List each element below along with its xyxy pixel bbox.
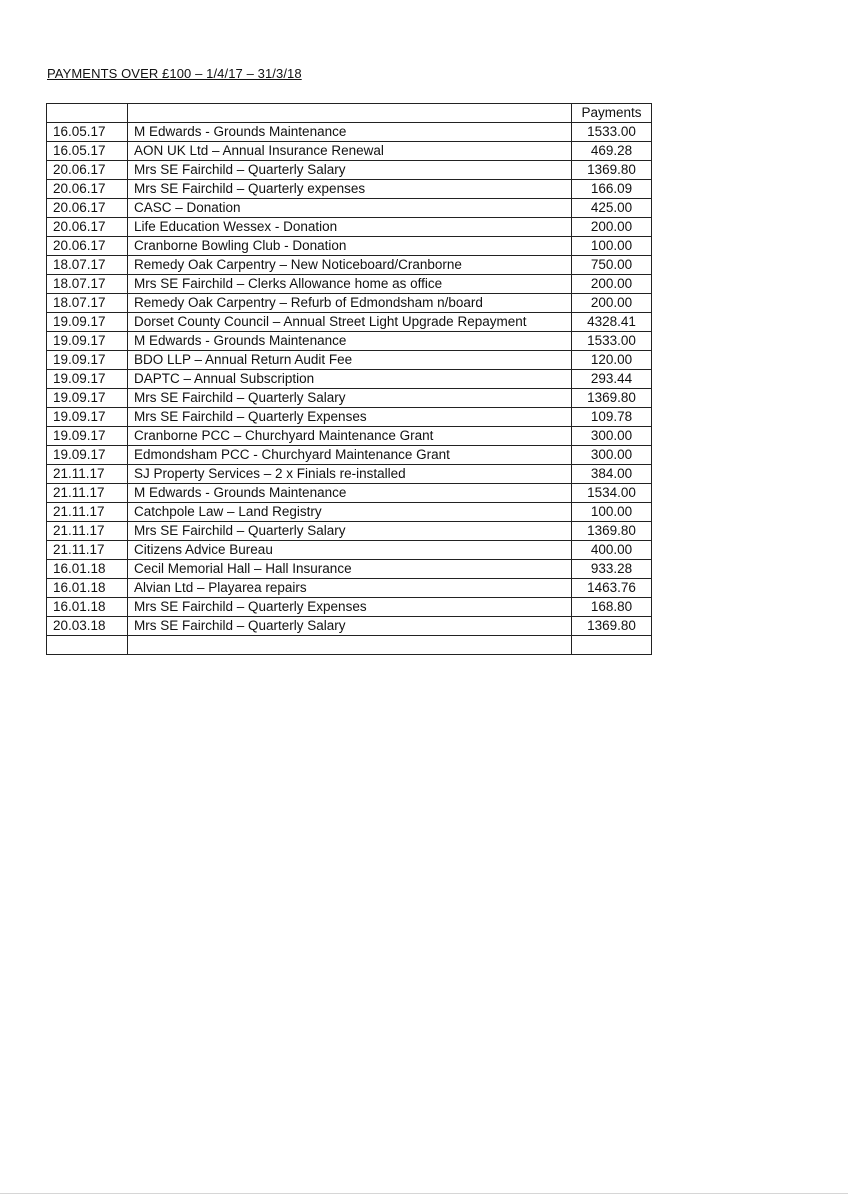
- header-payments-cell: Payments: [572, 104, 652, 123]
- date-cell: 19.09.17: [47, 351, 128, 370]
- amount-cell: 166.09: [572, 180, 652, 199]
- amount-cell: 293.44: [572, 370, 652, 389]
- date-cell: 20.06.17: [47, 199, 128, 218]
- amount-cell: 109.78: [572, 408, 652, 427]
- date-cell: 20.03.18: [47, 617, 128, 636]
- description-cell: Mrs SE Fairchild – Quarterly Salary: [128, 389, 572, 408]
- date-cell: 19.09.17: [47, 427, 128, 446]
- description-cell: Mrs SE Fairchild – Quarterly Salary: [128, 161, 572, 180]
- amount-cell: 1369.80: [572, 522, 652, 541]
- amount-cell: 300.00: [572, 446, 652, 465]
- table-row: [47, 199, 652, 218]
- footer-date-cell: [47, 636, 128, 655]
- payments-table: [46, 103, 652, 655]
- description-cell: M Edwards - Grounds Maintenance: [128, 484, 572, 503]
- date-cell: 20.06.17: [47, 237, 128, 256]
- table-row: [47, 522, 652, 541]
- amount-cell: 1369.80: [572, 617, 652, 636]
- footer-description-cell: [128, 636, 572, 655]
- amount-cell: 1533.00: [572, 123, 652, 142]
- date-cell: 18.07.17: [47, 275, 128, 294]
- header-description-cell: [128, 104, 572, 123]
- amount-cell: 200.00: [572, 275, 652, 294]
- description-cell: BDO LLP – Annual Return Audit Fee: [128, 351, 572, 370]
- amount-cell: 300.00: [572, 427, 652, 446]
- description-cell: M Edwards - Grounds Maintenance: [128, 332, 572, 351]
- amount-cell: 1369.80: [572, 389, 652, 408]
- amount-cell: 120.00: [572, 351, 652, 370]
- amount-cell: 100.00: [572, 237, 652, 256]
- description-cell: Mrs SE Fairchild – Quarterly Expenses: [128, 408, 572, 427]
- table-row: [47, 465, 652, 484]
- date-cell: 16.01.18: [47, 560, 128, 579]
- table-row: [47, 617, 652, 636]
- table-row: [47, 218, 652, 237]
- scan-edge-line: [0, 1193, 848, 1194]
- amount-cell: 933.28: [572, 560, 652, 579]
- table-row: [47, 275, 652, 294]
- description-cell: AON UK Ltd – Annual Insurance Renewal: [128, 142, 572, 161]
- date-cell: 19.09.17: [47, 313, 128, 332]
- amount-cell: 1369.80: [572, 161, 652, 180]
- description-cell: Edmondsham PCC - Churchyard Maintenance Grant: [128, 446, 572, 465]
- amount-cell: 1534.00: [572, 484, 652, 503]
- date-cell: 19.09.17: [47, 389, 128, 408]
- table-row: [47, 389, 652, 408]
- header-date-cell: [47, 104, 128, 123]
- date-cell: 20.06.17: [47, 161, 128, 180]
- description-cell: Cecil Memorial Hall – Hall Insurance: [128, 560, 572, 579]
- table-row: [47, 484, 652, 503]
- date-cell: 19.09.17: [47, 408, 128, 427]
- table-row: [47, 370, 652, 389]
- description-cell: SJ Property Services – 2 x Finials re-installed: [128, 465, 572, 484]
- amount-cell: 4328.41: [572, 313, 652, 332]
- amount-cell: 750.00: [572, 256, 652, 275]
- description-cell: DAPTC – Annual Subscription: [128, 370, 572, 389]
- table-row: [47, 142, 652, 161]
- date-cell: 21.11.17: [47, 522, 128, 541]
- table-row: [47, 579, 652, 598]
- date-cell: 19.09.17: [47, 370, 128, 389]
- description-cell: Remedy Oak Carpentry – New Noticeboard/Cranborne: [128, 256, 572, 275]
- table-row: [47, 161, 652, 180]
- amount-cell: 200.00: [572, 218, 652, 237]
- table-row: [47, 180, 652, 199]
- table-row: [47, 294, 652, 313]
- date-cell: 16.01.18: [47, 579, 128, 598]
- footer-amount-cell: [572, 636, 652, 655]
- amount-cell: 1463.76: [572, 579, 652, 598]
- payments-table-body: [47, 104, 652, 655]
- amount-cell: 469.28: [572, 142, 652, 161]
- date-cell: 20.06.17: [47, 180, 128, 199]
- table-row: [47, 351, 652, 370]
- date-cell: 20.06.17: [47, 218, 128, 237]
- amount-cell: 200.00: [572, 294, 652, 313]
- date-cell: 18.07.17: [47, 294, 128, 313]
- description-cell: Mrs SE Fairchild – Quarterly Salary: [128, 522, 572, 541]
- description-cell: Mrs SE Fairchild – Quarterly Expenses: [128, 598, 572, 617]
- date-cell: 16.01.18: [47, 598, 128, 617]
- description-cell: Cranborne Bowling Club - Donation: [128, 237, 572, 256]
- date-cell: 21.11.17: [47, 503, 128, 522]
- description-cell: Cranborne PCC – Churchyard Maintenance Grant: [128, 427, 572, 446]
- description-cell: Citizens Advice Bureau: [128, 541, 572, 560]
- date-cell: 16.05.17: [47, 142, 128, 161]
- date-cell: 19.09.17: [47, 446, 128, 465]
- amount-cell: 1533.00: [572, 332, 652, 351]
- description-cell: CASC – Donation: [128, 199, 572, 218]
- table-row: [47, 427, 652, 446]
- date-cell: 18.07.17: [47, 256, 128, 275]
- table-row: [47, 560, 652, 579]
- description-cell: Alvian Ltd – Playarea repairs: [128, 579, 572, 598]
- table-footer-row: [47, 636, 652, 655]
- amount-cell: 100.00: [572, 503, 652, 522]
- table-row: [47, 446, 652, 465]
- date-cell: 21.11.17: [47, 484, 128, 503]
- table-row: [47, 503, 652, 522]
- description-cell: Mrs SE Fairchild – Clerks Allowance home as office: [128, 275, 572, 294]
- table-row: [47, 332, 652, 351]
- description-cell: Mrs SE Fairchild – Quarterly Salary: [128, 617, 572, 636]
- amount-cell: 425.00: [572, 199, 652, 218]
- table-row: [47, 598, 652, 617]
- table-row: [47, 123, 652, 142]
- date-cell: 19.09.17: [47, 332, 128, 351]
- table-row: [47, 541, 652, 560]
- amount-cell: 400.00: [572, 541, 652, 560]
- table-row: [47, 256, 652, 275]
- amount-cell: 384.00: [572, 465, 652, 484]
- table-row: [47, 237, 652, 256]
- date-cell: 21.11.17: [47, 541, 128, 560]
- description-cell: Catchpole Law – Land Registry: [128, 503, 572, 522]
- description-cell: Mrs SE Fairchild – Quarterly expenses: [128, 180, 572, 199]
- description-cell: Remedy Oak Carpentry – Refurb of Edmondsham n/board: [128, 294, 572, 313]
- description-cell: Life Education Wessex - Donation: [128, 218, 572, 237]
- description-cell: M Edwards - Grounds Maintenance: [128, 123, 572, 142]
- document-title: PAYMENTS OVER £100 – 1/4/17 – 31/3/18: [47, 66, 302, 81]
- date-cell: 16.05.17: [47, 123, 128, 142]
- table-row: [47, 408, 652, 427]
- description-cell: Dorset County Council – Annual Street Light Upgrade Repayment: [128, 313, 572, 332]
- table-row: [47, 313, 652, 332]
- amount-cell: 168.80: [572, 598, 652, 617]
- date-cell: 21.11.17: [47, 465, 128, 484]
- table-header-row: [47, 104, 652, 123]
